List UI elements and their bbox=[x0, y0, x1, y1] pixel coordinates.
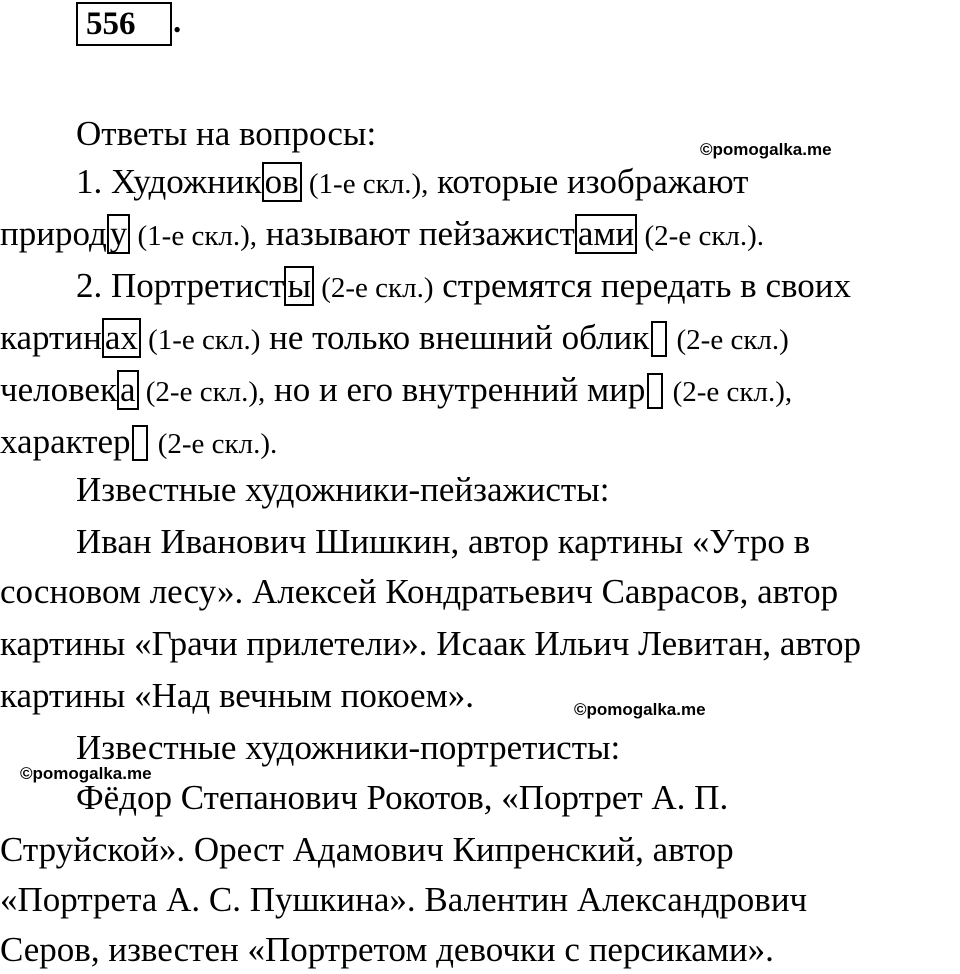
declension-note: (2-е скл.) bbox=[313, 272, 434, 304]
landscape-text-line: картины «Грачи прилетели». Исаак Ильич Левитан, автор bbox=[0, 624, 861, 663]
text-segment: 1. Художник bbox=[76, 162, 262, 201]
answer-1-line-2 bbox=[0, 212, 764, 258]
answer-2-line-4 bbox=[0, 420, 277, 466]
ending-box: ы bbox=[284, 266, 314, 306]
answer-1-line-1 bbox=[76, 160, 748, 206]
text-segment: не только внешний облик bbox=[260, 318, 650, 357]
answer-2-line-1 bbox=[76, 264, 851, 310]
landscape-text-line: Иван Иванович Шишкин, автор картины «Утро в bbox=[76, 522, 811, 561]
declension-note: (1-е скл.), bbox=[130, 220, 258, 252]
portrait-text-line: Струйской». Орест Адамович Кипренский, автор bbox=[0, 830, 734, 869]
text-segment: которые изображают bbox=[428, 162, 749, 201]
landscape-heading: Известные художники-пейзажисты: bbox=[76, 470, 610, 509]
text-segment: картин bbox=[0, 318, 102, 357]
watermark-3: ©pomogalka.me bbox=[20, 764, 152, 783]
watermark-1: ©pomogalka.me bbox=[700, 140, 832, 159]
ending-box: ах bbox=[102, 318, 141, 358]
exercise-number-dot: . bbox=[173, 4, 182, 40]
landscape-text-line: картины «Над вечным покоем». bbox=[0, 676, 474, 715]
text-segment: 2. Портретист bbox=[76, 266, 285, 305]
portrait-text-line: Фёдор Степанович Рокотов, «Портрет А. П. bbox=[76, 778, 729, 817]
answers-heading: Ответы на вопросы: bbox=[76, 114, 377, 153]
ending-box: ов bbox=[262, 162, 302, 202]
portrait-text-line: «Портрета А. С. Пушкина». Валентин Александрович bbox=[0, 880, 808, 919]
landscape-text-line: сосновом лесу». Алексей Кондратьевич Саврасов, автор bbox=[0, 572, 839, 611]
declension-note: (2-е скл.) bbox=[669, 324, 789, 356]
text-segment: природ bbox=[0, 214, 107, 253]
declension-note: (1-е скл.) bbox=[140, 324, 261, 356]
ending-box: ами bbox=[575, 214, 637, 254]
watermark-2: ©pomogalka.me bbox=[574, 700, 706, 719]
text-segment: характер bbox=[0, 422, 131, 461]
declension-note: (2-е скл.). bbox=[150, 428, 278, 460]
portrait-text-line: Серов, известен «Портретом девочки с персиками». bbox=[0, 930, 774, 969]
ending-box: у bbox=[107, 214, 131, 254]
exercise-number: 556 bbox=[76, 2, 172, 46]
zero-ending-box bbox=[651, 321, 667, 357]
text-segment: называют пейзажист bbox=[257, 214, 575, 253]
declension-note: (2-е скл.). bbox=[637, 220, 765, 252]
ending-box: а bbox=[117, 370, 139, 410]
text-segment: человек bbox=[0, 370, 117, 409]
zero-ending-box bbox=[647, 373, 663, 409]
answer-2-line-2 bbox=[0, 316, 789, 362]
declension-note: (2-е скл.), bbox=[665, 376, 793, 408]
declension-note: (2-е скл.), bbox=[138, 376, 266, 408]
portrait-heading: Известные художники-портретисты: bbox=[76, 728, 621, 767]
declension-note: (1-е скл.), bbox=[301, 168, 429, 200]
answer-2-line-3 bbox=[0, 368, 792, 414]
zero-ending-box bbox=[132, 425, 148, 461]
text-segment: но и его внутренний мир bbox=[265, 370, 646, 409]
text-segment: стремятся передать в своих bbox=[433, 266, 851, 305]
